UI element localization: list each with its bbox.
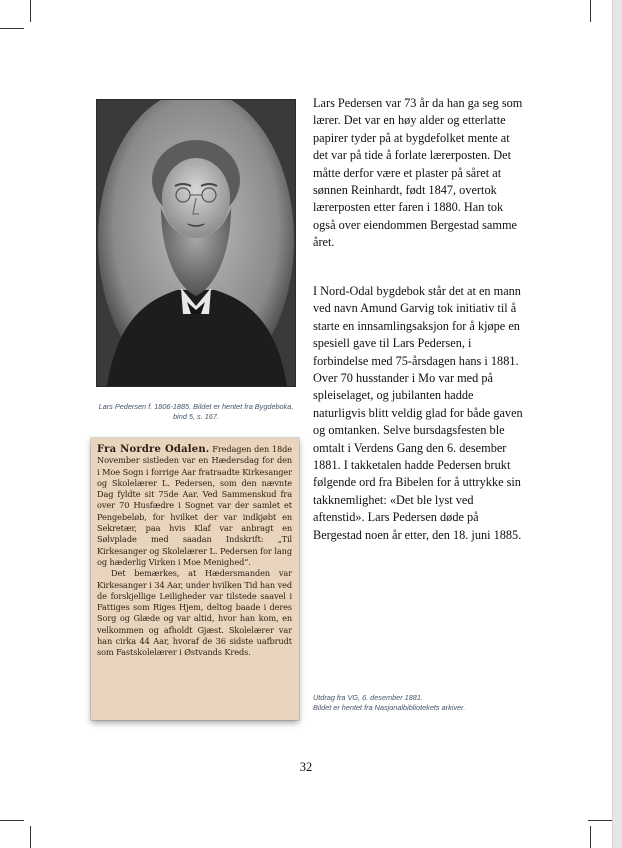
body-paragraph-2-text: I Nord-Odal bygdebok står det at en mann ved navn Amund Garvig tok initiativ til å starte en innsamlingsaksjon for å kjøpe en spesiell gave til Lars Pedersen, i forbindelse med 75-årsdagen hans i 1881. Over 70 husstander i Mo var med på spleiselaget, og jubilanten hadde naturligvis blitt veldig glad for både gaven og omtanken. Selve bursdagsfesten ble omtalt i Verdens Gang den 6. desember 1881. I takketalen hadde Pedersen brukt følgende ord fra Bibelen for å uttrykke sin takknemlighet: «Det ble lyst ved aftenstid». Lars Pedersen døde på Bergestad noen år etter, den 18. juni 1885. bbox=[313, 284, 523, 542]
clipping-caption-line-2: Bildet er hentet fra Nasjonalbibliotekets arkiver. bbox=[313, 703, 466, 712]
crop-mark-bottom-left-h bbox=[0, 820, 24, 821]
crop-mark-bottom-right bbox=[590, 826, 591, 848]
newspaper-clipping bbox=[91, 438, 299, 720]
viewer-gutter bbox=[612, 0, 622, 848]
clipping-text-1: Fredagen den 18de November sistleden var en Hædersdag for den i Moe Sogn i forrige Aar fratraadte Kirkesanger og Skolelærer L. Pedersen, som den nævnte Dag fyldte sit 75de Aar. Ved Sammenskud fra over 70 Husfædre i Sognet var der samlet et Pengebeløb, for hvilket der var indkjøbt en Sekretær, paa hvis Klaf var anbragt en Sølvplade med saadan Indskrift: „Til Kirkesanger og Skolelærer L. Pedersen for lang og hæderlig Virken i Moe Menighed“. bbox=[97, 444, 292, 567]
crop-mark-top-right bbox=[590, 0, 591, 22]
body-paragraph-1 bbox=[313, 95, 525, 252]
clipping-caption bbox=[313, 693, 553, 713]
crop-mark-top-left-h bbox=[0, 28, 24, 29]
portrait-photo bbox=[96, 99, 296, 387]
page-number: 32 bbox=[299, 760, 313, 774]
photo-caption: Lars Pedersen f. 1806-1885. Bildet er hentet fra Bygdeboka, bind 5, s. 167. bbox=[98, 402, 294, 421]
crop-mark-bottom-left bbox=[30, 826, 31, 848]
body-paragraph-1-text: Lars Pedersen var 73 år da han ga seg som lærer. Det var en høy alder og etterlatte papirer tyder på at bygdefolket mente at det var på tide å forlate lærerposten. Det måtte derfor være et plaster på såret at sønnen Reinhardt, født 1847, overtok lærerposten etter faren i 1880. Han tok også over eiendommen Bergestad samme året. bbox=[313, 96, 523, 250]
crop-mark-bottom-right-h bbox=[588, 820, 612, 821]
clipping-paragraph-2: Det bemærkes, at Hædersmanden var Kirkesanger i 34 Aar, under hvilken Tid han ved de forskjellige Leiligheder var tilstede saavel i Fattiges som Riges Hjem, deltog baade i deres Sorg og Glæde og var altid, hvor han kom, en velkommen og afholdt Gjæst. Skolelærer var han cirka 44 Aar, hvoraf de 36 sidste uafbrudt som Fastskolelærer i Østvands Kreds. bbox=[97, 568, 292, 658]
body-paragraph-2 bbox=[313, 283, 525, 544]
clipping-paragraph-1 bbox=[97, 444, 292, 568]
clipping-caption-line-1: Utdrag fra VG, 6. desember 1881. bbox=[313, 693, 423, 702]
clipping-title: Fra Nordre Odalen. bbox=[97, 444, 210, 455]
crop-mark-top-left bbox=[30, 0, 31, 22]
portrait-image bbox=[97, 100, 295, 386]
